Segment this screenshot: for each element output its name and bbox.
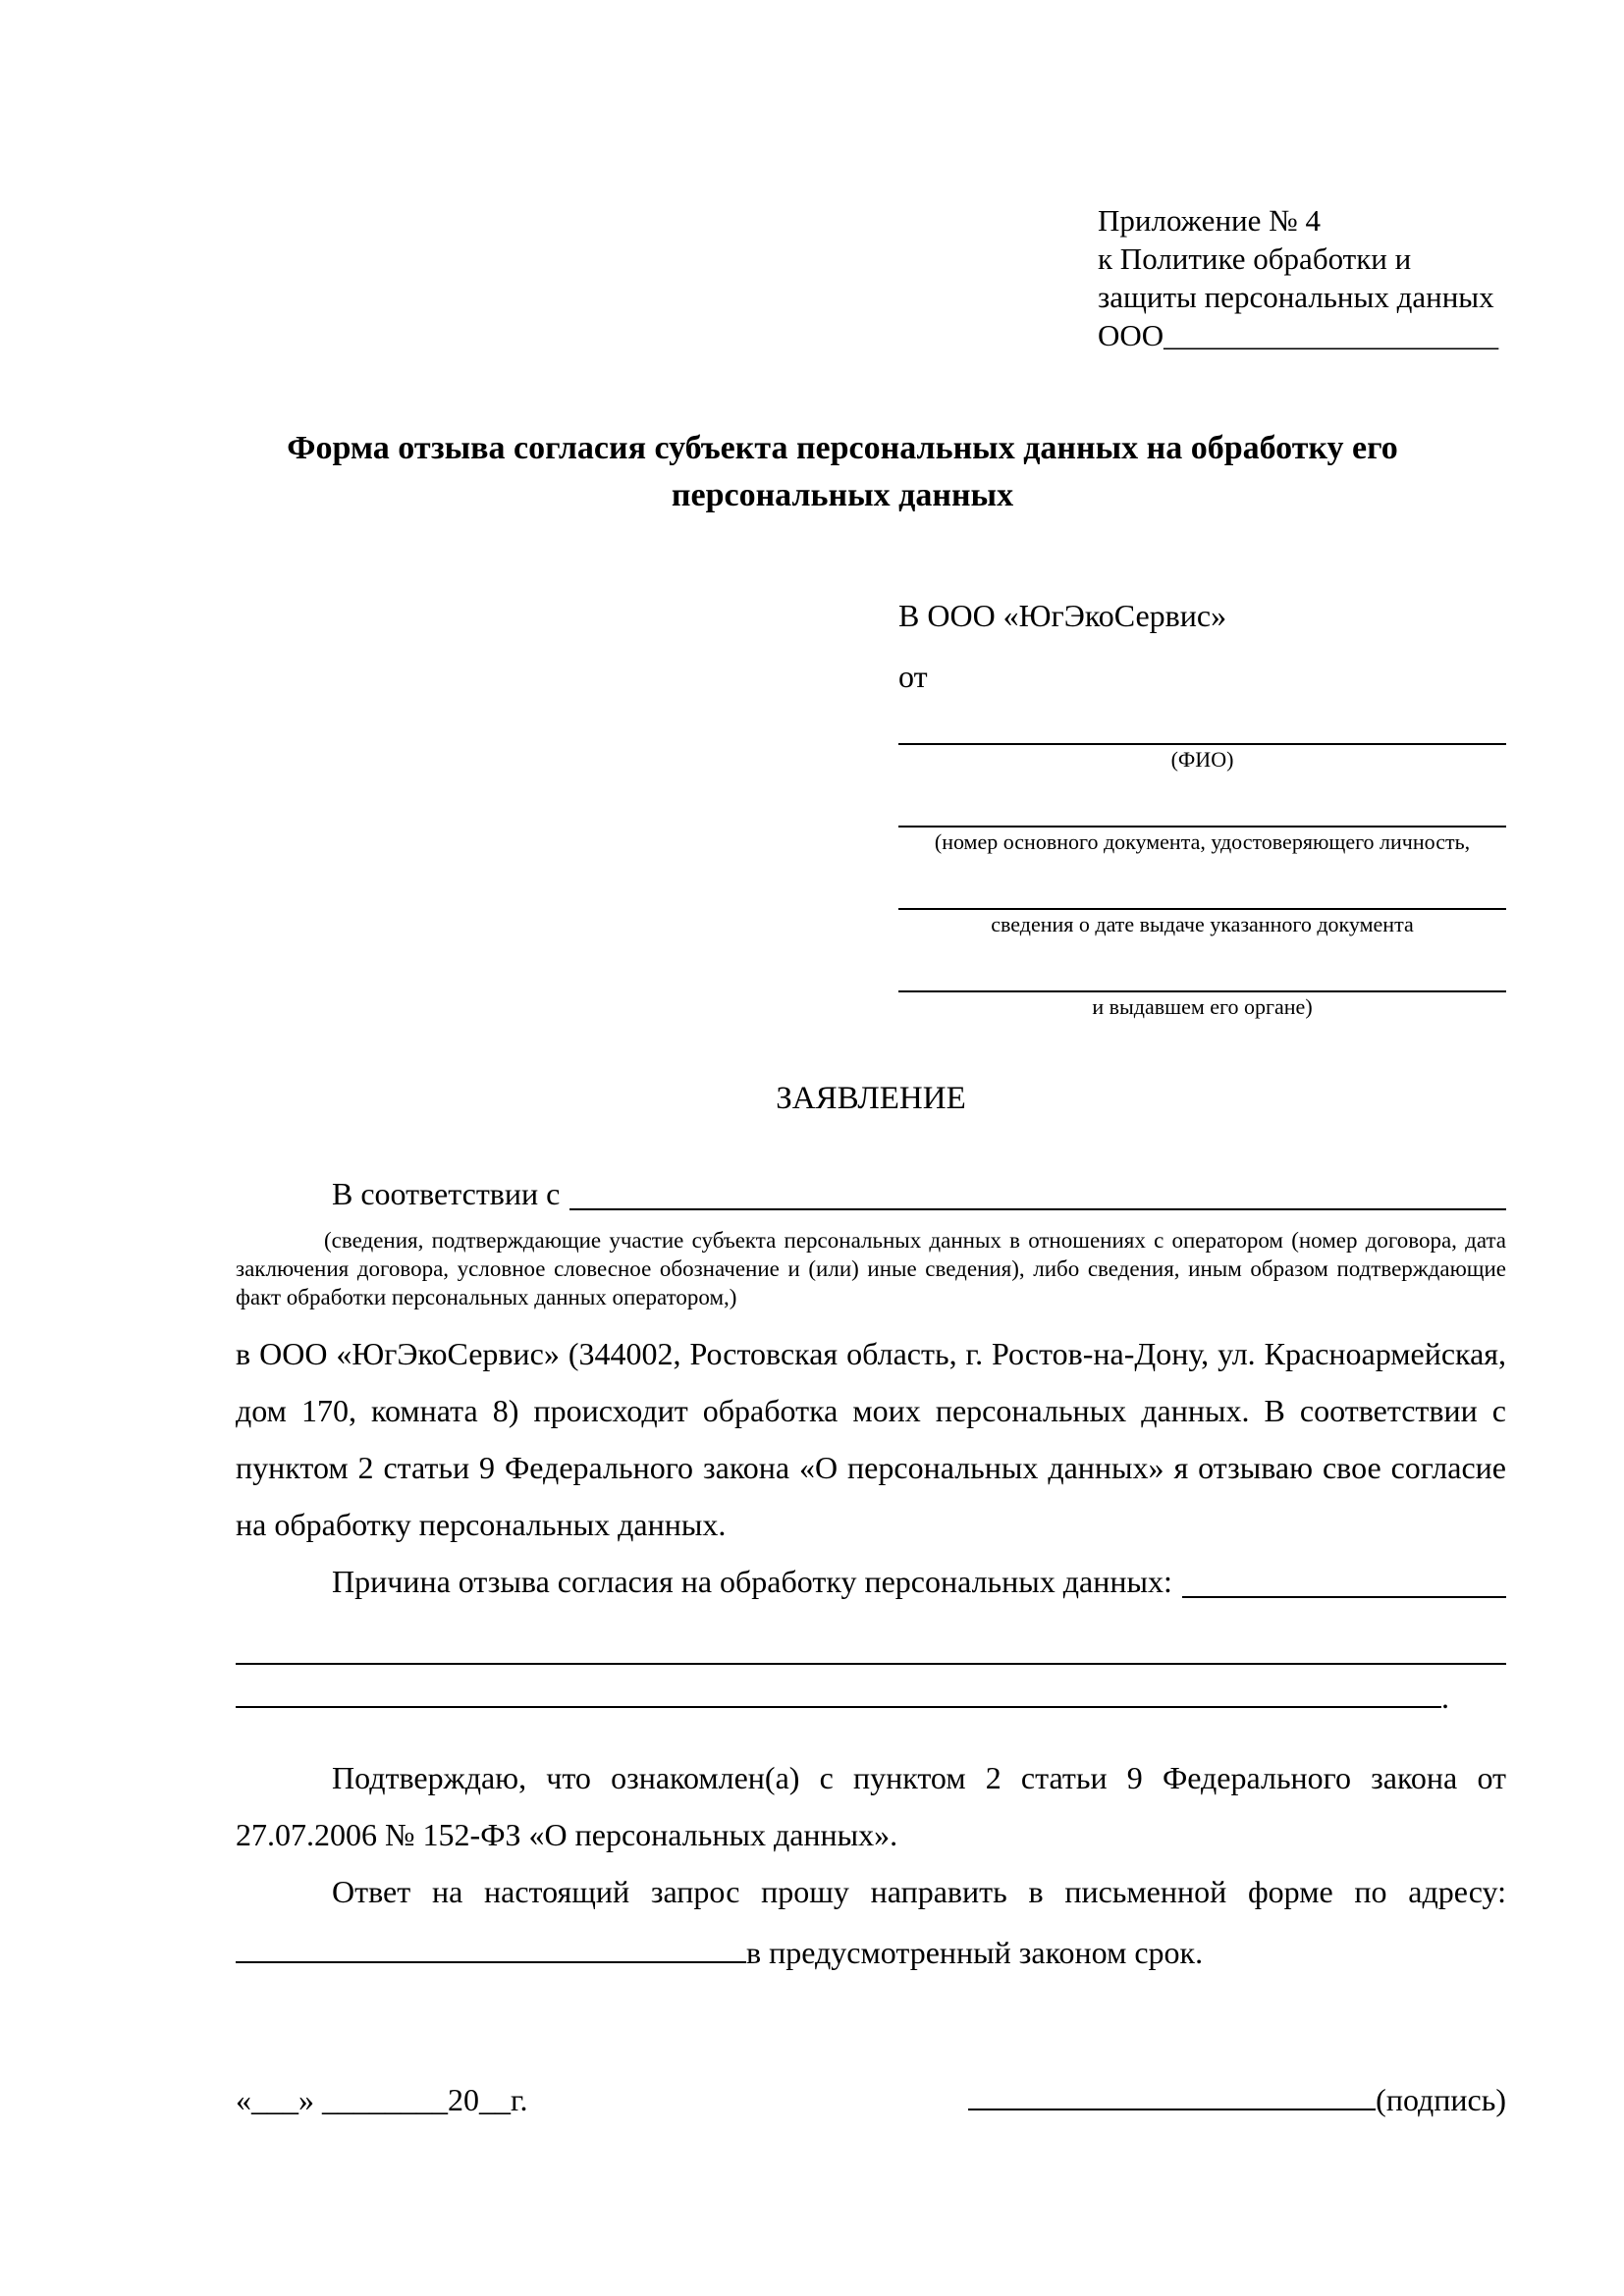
reply-tail-text: в предусмотренный законом срок. [746, 1935, 1204, 1970]
reason-row [236, 1553, 1506, 1610]
basis-blank-line [569, 1165, 1506, 1210]
fio-blank-line [898, 706, 1506, 745]
appendix-header [1098, 201, 1506, 354]
confirmation-paragraph: Подтверждаю, что ознакомлен(а) с пунктом 2 статьи 9 Федерального закона от 27.07.2006 № 152-ФЗ «О персональных данных». [236, 1760, 1506, 1852]
document-date-caption: сведения о дате выдаче указанного документа [991, 912, 1414, 936]
signature-blank-line [968, 2071, 1376, 2110]
document-date-blank-line [898, 871, 1506, 910]
reply-address-row [236, 1920, 1506, 1981]
basis-footnote: (сведения, подтверждающие участие субъекта персональных данных в отношениях с оператором (номер договора, дата заключения договора, условное словесное обозначение и (или) иные сведения), либо сведения, иным образом подтверждающие факт обработки персональных данных оператором,) [236, 1228, 1506, 1309]
signature-group [968, 2071, 1506, 2121]
basis-lead-text: В соответствии с [332, 1176, 561, 1211]
document-issuer-caption: и выдавшем его органе) [1092, 994, 1313, 1019]
document-title: Форма отзыва согласия субъекта персональных данных на обработку его персональных данных [287, 430, 1398, 513]
appendix-line-3: защиты персональных данных [1098, 280, 1494, 314]
reason-blank-line-2 [236, 1610, 1506, 1665]
statement-heading: ЗАЯВЛЕНИЕ [776, 1081, 966, 1116]
document-number-caption: (номер основного документа, удостоверяющего личность, [934, 829, 1471, 854]
reason-blank-line-3-rule [236, 1665, 1441, 1708]
reason-blank-line-1 [1182, 1553, 1506, 1598]
basis-row [236, 1165, 1506, 1222]
fio-caption: (ФИО) [1170, 747, 1234, 772]
reason-blank-line-3 [236, 1665, 1506, 1726]
statement-body-paragraph: в ООО «ЮгЭкоСервис» (344002, Ростовская область, г. Ростов-на-Дону, ул. Красноармейская, дом 170, комната 8) происходит обработка моих персональных данных. В соответствии с пунктом 2 статьи 9 Федерального закона «О персональных данных» я отзываю свое согласие на обработку персональных данных. [236, 1336, 1506, 1542]
appendix-line-2: к Политике обработки и [1098, 241, 1412, 276]
reply-lead-paragraph: Ответ на настоящий запрос прошу направить в письменной форме по адресу: [332, 1874, 1506, 1909]
document-issuer-blank-line [898, 953, 1506, 992]
signature-caption: (подпись) [1376, 2082, 1506, 2117]
addressee-organization: В ООО «ЮгЭкоСервис» [898, 598, 1227, 633]
addressee-from-label: от [898, 659, 928, 694]
reply-address-blank-line [236, 1920, 746, 1963]
appendix-line-4: ООО______________________ [1098, 318, 1499, 352]
date-line: «___» ________20__г. [236, 2082, 528, 2117]
appendix-line-1: Приложение № 4 [1098, 203, 1321, 238]
reason-lead-text: Причина отзыва согласия на обработку персональных данных: [332, 1564, 1172, 1599]
footer-row [236, 2071, 1506, 2121]
addressee-block [898, 596, 1506, 1020]
reason-end-period: . [1441, 1680, 1449, 1715]
document-number-blank-line [898, 788, 1506, 828]
